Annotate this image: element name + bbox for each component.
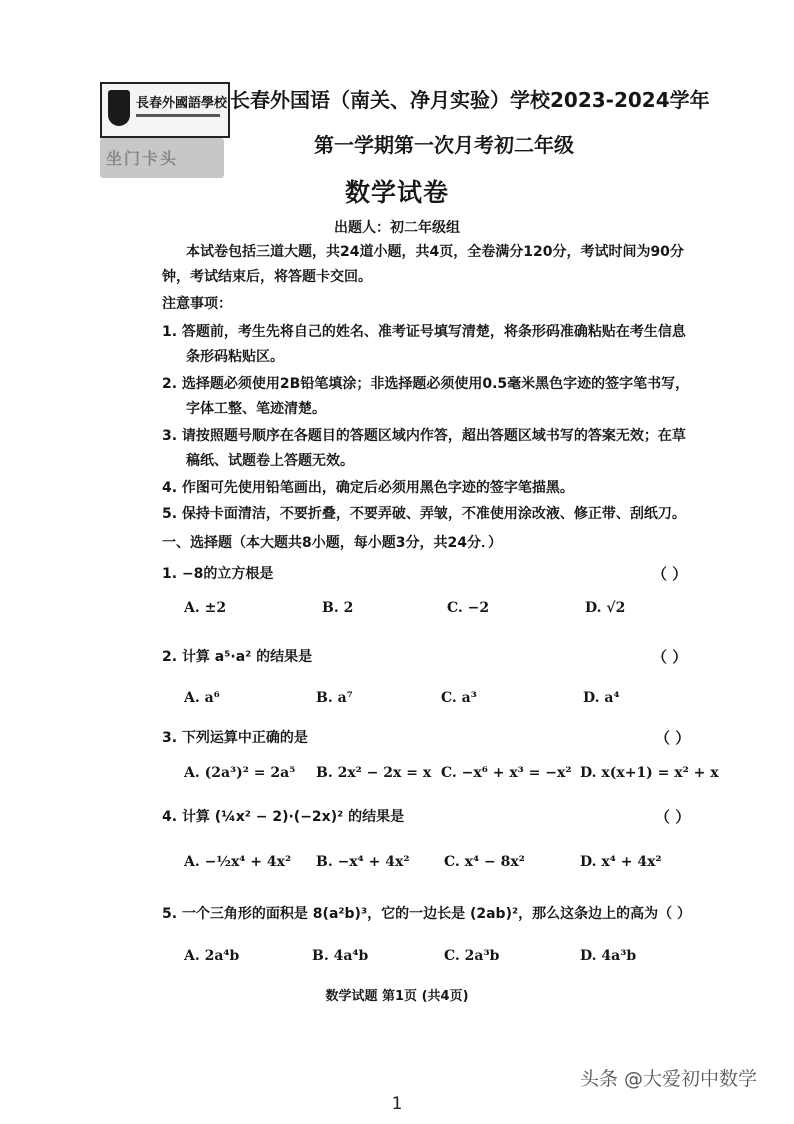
- question-number: 5.: [162, 906, 178, 922]
- note-item-cont: 字体工整、笔迹清楚。: [186, 401, 326, 417]
- option-b: B. 4a⁴b: [312, 948, 369, 964]
- section-heading: 一、选择题（本大题共8小题，每小题3分，共24分．）: [162, 535, 502, 551]
- exam-title: 第一学期第一次月考初二年级: [314, 133, 574, 157]
- question-stem: 计算 (¼x² − 2)·(−2x)² 的结果是: [181, 809, 405, 825]
- question-4: [162, 806, 404, 826]
- school-title: 长春外国语（南关、净月实验）学校2023-2024学年: [230, 88, 710, 112]
- question-number: 4.: [162, 809, 178, 825]
- question-number: 1.: [162, 566, 178, 582]
- question-1: [162, 563, 273, 583]
- question-stem: 下列运算中正确的是: [181, 730, 308, 746]
- option-a: A. 2a⁴b: [184, 948, 240, 964]
- page-number: 1: [391, 1094, 403, 1114]
- question-2: [162, 646, 312, 666]
- notes-heading: 注意事项：: [162, 296, 232, 312]
- watermark: 头条 @大爱初中数学: [580, 1068, 758, 1090]
- note-item: 1. 答题前，考生先将自己的姓名、准考证号填写清楚，将条形码准确粘贴在考生信息: [162, 324, 686, 340]
- option-c: C. a³: [441, 690, 477, 706]
- option-c: C. −x⁶ + x³ = −x²: [441, 765, 572, 781]
- option-d: D. x⁴ + 4x²: [580, 854, 662, 870]
- option-a: A. a⁶: [184, 690, 220, 706]
- option-d: D. a⁴: [583, 690, 620, 706]
- option-d: D. x(x+1) = x² + x: [580, 765, 719, 781]
- option-c: C. 2a³b: [444, 948, 500, 964]
- question-stem: −8的立方根是: [181, 566, 274, 582]
- answer-paren: （ ）: [655, 729, 691, 747]
- seal-stamp: [100, 138, 224, 178]
- option-b: B. a⁷: [316, 690, 353, 706]
- logo-underline: [136, 114, 220, 117]
- stamp-text: 坐门卡头: [106, 149, 179, 168]
- option-b: B. −x⁴ + 4x²: [316, 854, 410, 870]
- note-item: 3. 请按照题号顺序在各题目的答题区域内作答，超出答题区域书写的答案无效；在草: [162, 428, 686, 444]
- answer-paren: （ ）: [655, 808, 691, 826]
- school-emblem-icon: [108, 90, 130, 126]
- note-item-cont: 稿纸、试题卷上答题无效。: [186, 453, 354, 469]
- option-a: A. (2a³)² = 2a⁵: [184, 765, 296, 781]
- question-stem: 计算 a⁵·a² 的结果是: [181, 649, 313, 665]
- question-number: 2.: [162, 649, 178, 665]
- question-stem: 一个三角形的面积是 8(a²b)³，它的一边长是 (2ab)²，那么这条边上的高为（ ）: [181, 906, 691, 922]
- option-d: D. 4a³b: [580, 948, 637, 964]
- option-c: C. x⁴ − 8x²: [444, 854, 525, 870]
- answer-paren: （ ）: [652, 565, 688, 583]
- intro-line-2: 钟，考试结束后，将答题卡交回。: [162, 269, 372, 285]
- answer-paren: （ ）: [652, 648, 688, 666]
- option-d: D. √2: [585, 600, 626, 616]
- option-b: B. 2: [322, 600, 354, 616]
- intro-line-1: 本试卷包括三道大题，共24道小题，共4页，全卷满分120分，考试时间为90分: [186, 244, 684, 260]
- page-footer: 数学试题 第1页 (共4页): [325, 989, 469, 1004]
- note-item: 4. 作图可先使用铅笔画出，确定后必须用黑色字迹的签字笔描黑。: [162, 480, 574, 496]
- note-item-cont: 条形码粘贴区。: [186, 349, 284, 365]
- paper-title: 数学试卷: [344, 178, 449, 207]
- note-item: 5. 保持卡面清洁，不要折叠，不要弄破、弄皱，不准使用涂改液、修正带、刮纸刀。: [162, 506, 686, 522]
- question-5: [162, 903, 691, 923]
- option-a: A. −½x⁴ + 4x²: [184, 854, 292, 870]
- option-b: B. 2x² − 2x = x: [316, 765, 432, 781]
- option-a: A. ±2: [184, 600, 227, 616]
- author-line: 出题人：初二年级组: [334, 220, 460, 236]
- question-number: 3.: [162, 730, 178, 746]
- note-item: 2. 选择题必须使用2B铅笔填涂；非选择题必须使用0.5毫米黑色字迹的签字笔书写，: [162, 376, 690, 392]
- option-c: C. −2: [447, 600, 490, 616]
- school-logo: [100, 82, 230, 138]
- question-3: [162, 727, 308, 747]
- logo-text: 長春外國語學校: [136, 96, 228, 111]
